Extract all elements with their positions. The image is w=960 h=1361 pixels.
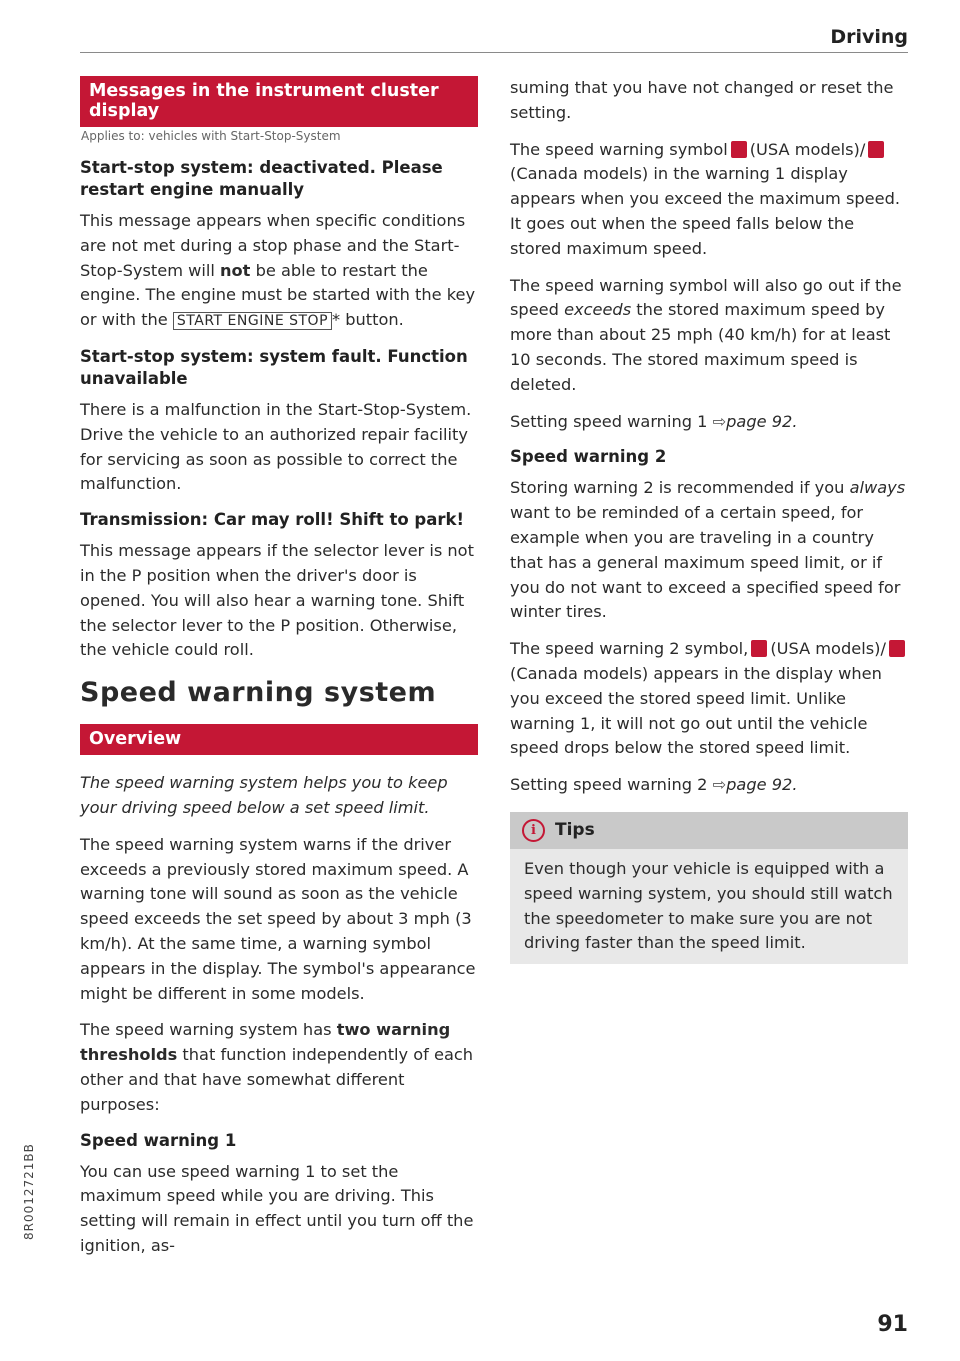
msg3-heading: Transmission: Car may roll! Shift to park! (80, 510, 464, 530)
symbol-text-b: (USA models)/ (749, 139, 866, 159)
symbol-text-c: (Canada models) in the warning 1 display appears when you exceed the maximum speed. It goes out when the speed falls below the stored maximum speed. (510, 164, 901, 258)
msg1-text-c: * button. (332, 310, 404, 330)
overview-banner: Overview (80, 724, 478, 755)
exceeds-paragraph (510, 274, 908, 398)
msg2-paragraph: There is a malfunction in the Start-Stop-System. Drive the vehicle to an authorized repair facility for servicing as soon as possible to correct the malfunction. (80, 399, 472, 494)
thresholds-text-bold: two warning thresholds (80, 1020, 451, 1065)
sw2-symbol-paragraph (510, 637, 908, 761)
section-title: Driving (830, 26, 908, 48)
tips-title: Tips (555, 820, 595, 841)
speed-warning-heading: Speed warning system (80, 677, 437, 709)
left-column (80, 76, 478, 1271)
speed-warning-usa-icon (731, 141, 747, 158)
thresholds-text-a: The speed warning system has (80, 1020, 337, 1040)
sw2-heading: Speed warning 2 (510, 447, 667, 467)
msg1-text-b: be able to restart the engine. The engine must be started with the key or with the (80, 260, 476, 330)
symbol-paragraph (510, 138, 908, 262)
storing-paragraph (510, 476, 908, 625)
intro-paragraph: The speed warning system helps you to keep your driving speed below a set speed limit. (80, 773, 448, 817)
exceeds-text-b: the stored maximum speed by more than about 25 mph (40 km/h) for at least 10 seconds. The stored maximum speed is deleted. (510, 300, 891, 394)
storing-text-b: want to be reminded of a certain speed, for example when you are traveling in a country that has a general maximum speed limit, or if you do not want to exceed a specified speed for winter tires. (510, 503, 901, 622)
sw2-text-b: (USA models)/ (770, 639, 886, 659)
sw2-text-a: The speed warning 2 symbol, (510, 639, 749, 659)
tips-header (510, 812, 908, 849)
setting2-text: Setting speed warning 2 (510, 775, 708, 795)
start-engine-stop-key: START ENGINE STOP (173, 312, 332, 330)
tips-body (510, 849, 908, 964)
document-code: 8R0012721BB (22, 1143, 36, 1240)
msg2-heading: Start-stop system: system fault. Function unavailable (80, 346, 468, 388)
msg1-text-bold: not (220, 260, 251, 280)
sw2-text-c: (Canada models) appears in the display when you exceed the stored speed limit. Unlike warning 1, it will not go out until the vehicle speed drops below the stored speed limit. (510, 663, 882, 758)
continued-paragraph: suming that you have not changed or reset the setting. (510, 78, 894, 122)
setting1-text: Setting speed warning 1 (510, 411, 708, 431)
page-ref-link-1[interactable]: page 92. (726, 411, 798, 431)
msg1-heading: Start-stop system: deactivated. Please restart engine manually (80, 158, 443, 199)
thresholds-text-b: that function independently of each other and that have somewhat different purposes: (80, 1045, 474, 1114)
page-ref-link-2[interactable]: page 92. (726, 775, 798, 795)
tips-box (510, 812, 908, 964)
sw1-paragraph: You can use speed warning 1 to set the maximum speed while you are driving. This setting will remain in effect until you turn off the ignition, as- (80, 1161, 474, 1255)
msg1-text-a: This message appears when specific conditions are not met during a stop phase and the Start-Stop-System will (80, 211, 466, 280)
storing-text-a: Storing warning 2 is recommended if you (510, 478, 850, 498)
page-number: 91 (877, 1312, 908, 1337)
right-column (510, 76, 908, 964)
arrow-right-icon: ⇨ (712, 775, 727, 795)
arrow-right-icon: ⇨ (712, 411, 727, 431)
setting2-paragraph (510, 773, 908, 798)
info-icon: i (522, 819, 545, 842)
speed-warning2-canada-icon (889, 640, 905, 657)
applies-to: Applies to: vehicles with Start-Stop-System (81, 129, 341, 143)
speed-warning2-usa-icon (751, 640, 767, 657)
exceeds-text-em: exceeds (564, 300, 632, 320)
symbol-text-a: The speed warning symbol (510, 139, 728, 159)
msg3-paragraph: This message appears if the selector lever is not in the P position when the driver's door is opened. You will also hear a warning tone. Shift the selector lever to the P position. Otherwise, the vehicle could roll. (80, 541, 474, 660)
tips-text: Even though your vehicle is equipped with a speed warning system, you should still watch the speedometer to make sure you are not driving faster than the speed limit. (524, 858, 893, 953)
msg1-paragraph (80, 209, 478, 334)
warns-paragraph: The speed warning system warns if the driver exceeds a previously stored maximum speed. A warning tone will sound as soon as the vehicle speed exceeds the set speed by about 3 mph (3 km/h). At the same time, a warning symbol appears in the display. The symbol's appearance might be different in some models. (80, 834, 476, 1003)
storing-text-em: always (849, 478, 906, 498)
speed-warning-canada-icon (868, 141, 884, 158)
messages-banner: Messages in the instrument cluster display (80, 76, 478, 127)
header-rule (80, 52, 908, 53)
setting1-paragraph (510, 410, 908, 435)
thresholds-paragraph (80, 1018, 478, 1117)
sw1-heading: Speed warning 1 (80, 1130, 237, 1150)
exceeds-text-a: The speed warning symbol will also go out if the speed (510, 275, 902, 320)
